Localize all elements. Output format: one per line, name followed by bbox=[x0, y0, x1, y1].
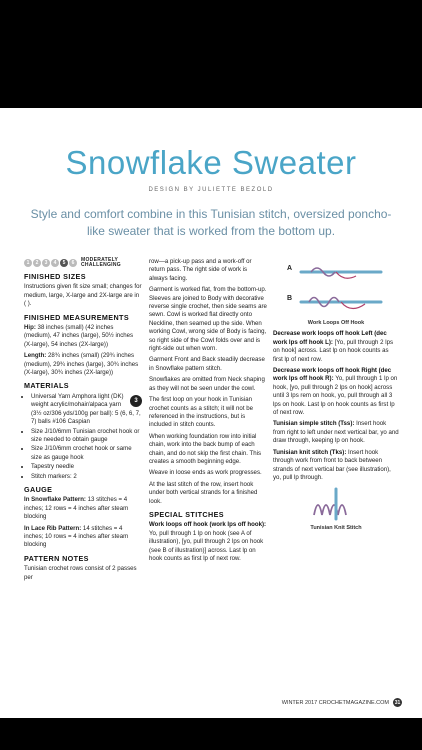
skill-dot-6: 6 bbox=[69, 259, 77, 267]
column-3 bbox=[273, 258, 399, 536]
figure-2-caption: Tunisian Knit Stitch bbox=[310, 525, 362, 532]
page-number: 31 bbox=[394, 699, 401, 706]
materials-item: • Stitch markers: 2 bbox=[31, 473, 142, 481]
materials-item: • Size J/10/6mm Tunisian crochet hook or size needed to obtain gauge bbox=[31, 428, 142, 445]
designer-byline: DESIGN BY JULIETTE BEZOLD bbox=[148, 187, 274, 193]
notes-paragraph: Snowflakes are omitted from Neck shaping as they will not be seen under the cowl. bbox=[149, 376, 265, 392]
skill-label bbox=[81, 258, 121, 268]
gauge-heading: GAUGE bbox=[24, 484, 53, 494]
intro-text: Style and comfort combine in this Tunisian stitch, oversized poncho-like sweater that is worked from the bottom up. bbox=[30, 207, 392, 238]
notes-paragraph: Garment is worked flat, from the bottom-up. Sleeves are joined to Body with decorative reverse single crochet, then side seams are sewn. Cowl is worked flat directly onto Neckline, then seamed up the side. When working Cowl, wrong side of Body is facing, so right side of the Cowl folds over and is right-side out when worn. bbox=[149, 286, 267, 353]
page-title: Snowflake Sweater bbox=[65, 144, 357, 181]
finished-sizes-text: Instructions given fit size small; changes for medium, large, X-large and 2X-large are in ( ). bbox=[24, 283, 142, 308]
magazine-page bbox=[0, 108, 422, 718]
column-1 bbox=[24, 258, 142, 585]
materials-item: • 3 Universal Yarn Amphora light (DK) weight acrylic/mohair/alpaca yarn (3½ oz/306 yds/100g per ball): 5 (6, 6, 7, 7) balls #106 Caspian bbox=[31, 393, 142, 427]
page-footer bbox=[282, 698, 402, 707]
column-2 bbox=[149, 258, 267, 566]
notes-paragraph: Garment Front and Back steadily decrease in Snowflake pattern stitch. bbox=[149, 356, 265, 372]
gauge-snowflake: In Snowflake Pattern: 13 stitches = 4 inches; 12 rows = 4 inches after steam blocking bbox=[24, 496, 129, 521]
footer-text: WINTER 2017 CROCHETMAGAZINE.COM bbox=[281, 699, 389, 706]
skill-level bbox=[24, 258, 142, 268]
skill-dot-3: 3 bbox=[42, 259, 50, 267]
hip-measurement: Hip: 38 inches (small) (42 inches (medium), 47 inches (large), 50½ inches (X-large), 54 inches (2X-large)) bbox=[24, 324, 134, 348]
work-loops-off-definition: Work loops off hook (work lps off hook): Yo, pull through 1 lp on hook (see A of illustration), [yo, pull through 2 lps on hook (see B of illustration)] across. Last lp on hook counts as first lp of next row. bbox=[149, 521, 267, 562]
materials-item: • Tapestry needle bbox=[31, 463, 142, 471]
notes-paragraph: When working foundation row into initial chain, work into the back bump of each chain, and do not skip the first chain. This creates a smooth beginning edge. bbox=[149, 432, 262, 465]
materials-item: • Size J/10/6mm crochet hook or same size as gauge hook bbox=[31, 445, 142, 462]
notes-paragraph: At the last stitch of the row, insert hook under both vertical strands for a finished look. bbox=[149, 480, 258, 505]
skill-label-line-2: CHALLENGING bbox=[81, 262, 121, 268]
tks-definition: Tunisian knit stitch (Tks): Insert hook through work from front to back between strands of next vertical bar (see illustration), yo, pull lp through. bbox=[273, 448, 391, 481]
fig-label-a: A bbox=[287, 265, 293, 272]
notes-paragraph: Weave in loose ends as work progresses. bbox=[149, 469, 262, 477]
tss-definition: Tunisian simple stitch (Tss): Insert hook from right to left under next vertical bar, yo and draw through, keeping lp on hook. bbox=[273, 420, 399, 445]
work-loops-off-hook-illustration bbox=[281, 258, 391, 318]
pattern-notes-heading: PATTERN NOTES bbox=[24, 553, 89, 563]
dec-left-definition: Decrease work loops off hook Left (dec work lps off hook L): [Yo, pull through 2 lps on hook] across. Last lp on hook counts as first lp of next row. bbox=[273, 330, 393, 363]
finished-sizes-heading: FINISHED SIZES bbox=[24, 272, 86, 281]
materials-heading: MATERIALS bbox=[24, 381, 69, 391]
skill-dot-2: 2 bbox=[33, 259, 41, 267]
notes-paragraph: The first loop on your hook in Tunisian crochet counts as a stitch; it will not be referenced in the instructions, but is included in stitch counts. bbox=[149, 396, 253, 429]
materials-list bbox=[24, 393, 142, 481]
stitch-loops-icon bbox=[314, 505, 346, 515]
skill-label-line-1: MODERATELY bbox=[81, 257, 119, 263]
figure-1-caption: Work Loops Off Hook bbox=[307, 320, 365, 326]
fig-label-b: B bbox=[287, 295, 293, 302]
tunisian-knit-stitch-illustration bbox=[306, 485, 366, 523]
length-measurement: Length: 28¾ inches (small) (29¾ inches (medium), 29¾ inches (large), 30¾ inches (X-large), 30¾ inches (2X-large)) bbox=[24, 352, 139, 377]
skill-dot-5: 5 bbox=[60, 259, 68, 267]
dec-right-definition: Decrease work loops off hook Right (dec work lps off hook R): Yo, pull through 1 lp on hook, [yo, pull through 2 lps on hook] across until 3 lps rem on hook, yo, pull through all 3 lps on hook. Last lp on hook counts as first lp of next row. bbox=[273, 367, 398, 417]
special-stitches-heading: SPECIAL STITCHES bbox=[149, 509, 224, 519]
notes-paragraph: row—a pick-up pass and a work-off or return pass. The right side of work is always facing. bbox=[149, 258, 252, 282]
pattern-notes-text: Tunisian crochet rows consist of 2 passes per bbox=[24, 565, 137, 581]
yarn-weight-icon: • 3 bbox=[130, 395, 142, 407]
measurements-heading: FINISHED MEASUREMENTS bbox=[24, 312, 130, 322]
skill-dot-4: 4 bbox=[51, 259, 59, 267]
skill-dot-1: 1 bbox=[24, 259, 32, 267]
gauge-lace-rib: In Lace Rib Pattern: 14 stitches = 4 inches; 10 rows = 4 inches after steam blocking bbox=[24, 524, 129, 549]
